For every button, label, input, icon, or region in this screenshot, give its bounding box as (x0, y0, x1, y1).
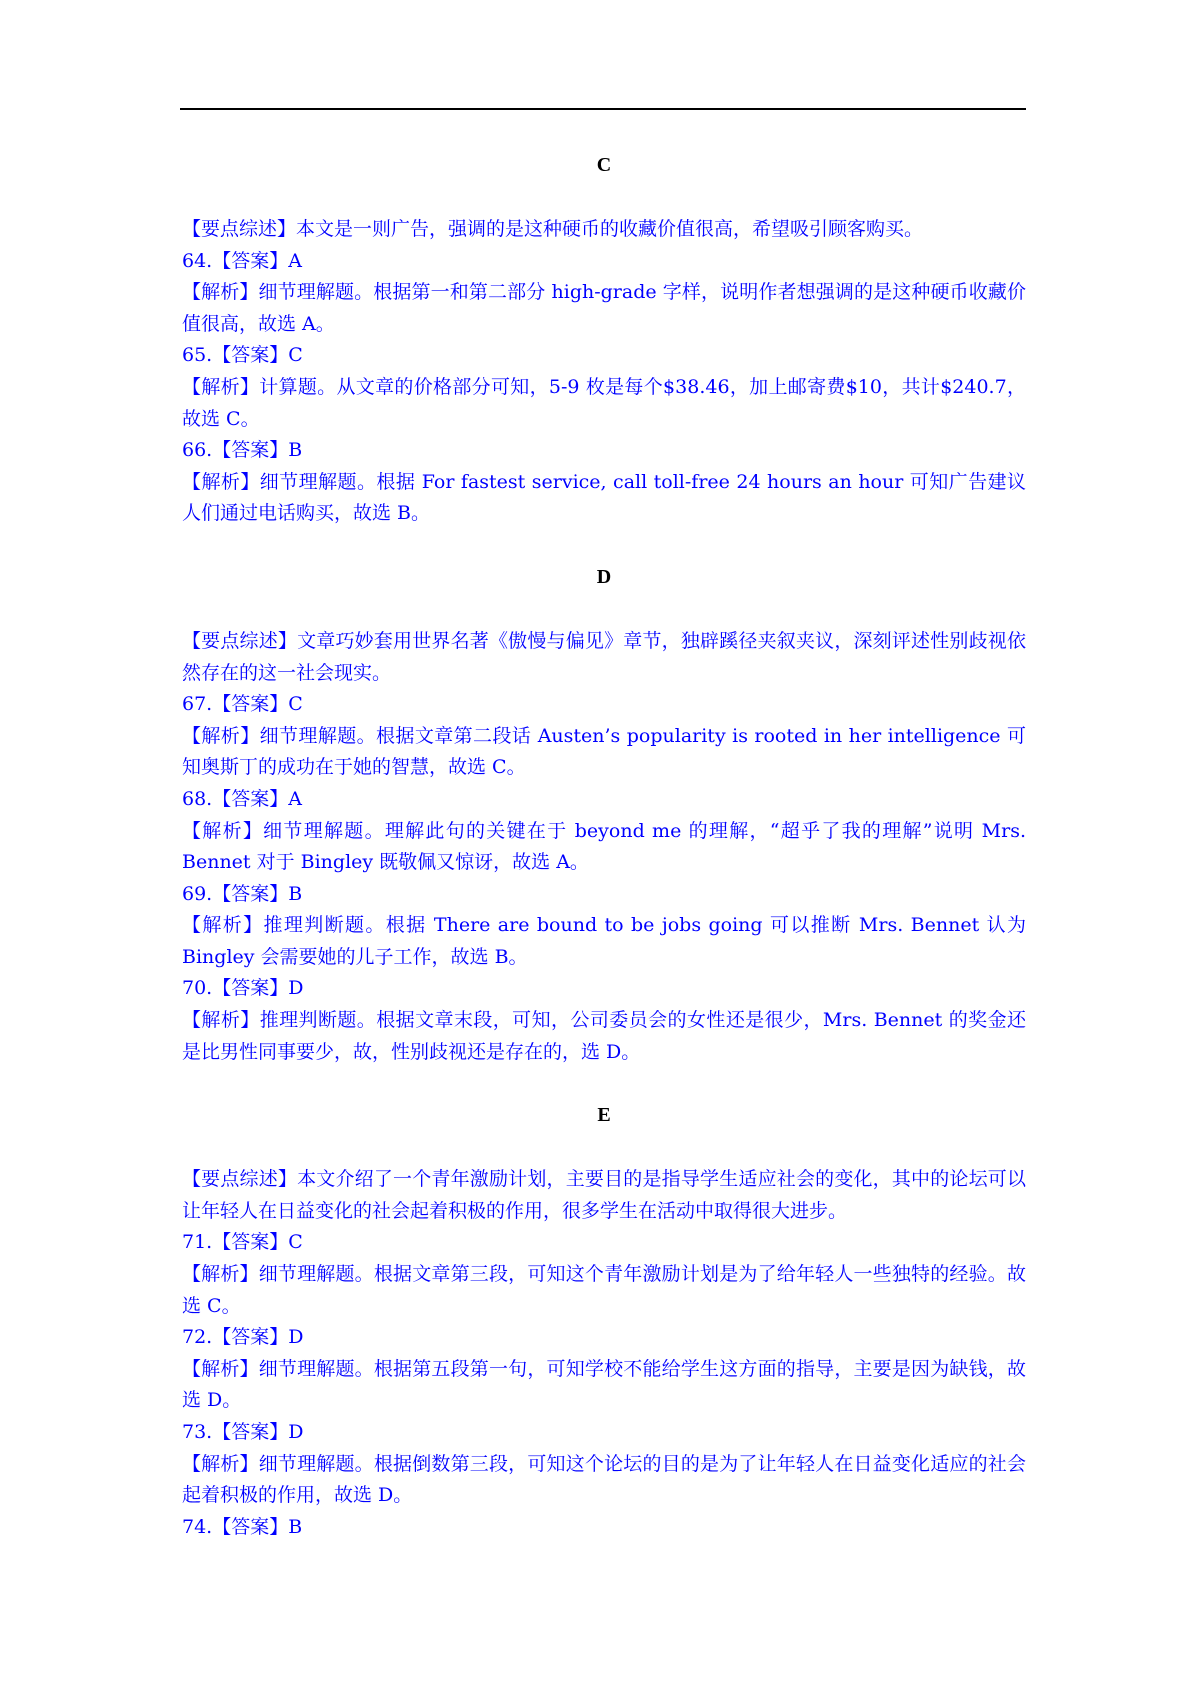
answer-line: 70.【答案】D (182, 977, 304, 1000)
answer-line: 64.【答案】A (182, 249, 302, 272)
analysis-text: 【解析】推理判断题。根据文章末段，可知，公司委员会的女性还是很少，Mrs. Bennet 的奖金还是比男性同事要少，故，性别歧视还是存在的，选 D。 (182, 1009, 1026, 1063)
section-d (182, 562, 1026, 1068)
section-heading: C (596, 154, 612, 176)
analysis-text: 【解析】细节理解题。根据第一和第二部分 high-grade 字样，说明作者想强调的是这种硬币收藏价值很高，故选 A。 (182, 281, 1026, 335)
section-e (182, 1100, 1026, 1543)
answer-line: 68.【答案】A (182, 787, 302, 810)
analysis-text: 【解析】细节理解题。根据倒数第三段，可知这个论坛的目的是为了让年轻人在日益变化适应的社会起着积极的作用，故选 D。 (182, 1452, 1026, 1507)
answer-key-content (182, 150, 1026, 1575)
section-summary: 【要点综述】本文是一则广告，强调的是这种硬币的收藏价值很高，希望吸引顾客购买。 (182, 218, 924, 240)
analysis-text: 【解析】计算题。从文章的价格部分可知，5-9 枚是每个$38.46，加上邮寄费$10，共计$240.7，故选 C。 (182, 375, 1026, 430)
section-summary: 【要点综述】本文介绍了一个青年激励计划，主要目的是指导学生适应社会的变化，其中的论坛可以让年轻人在日益变化的社会起着积极的作用，很多学生在活动中取得很大进步。 (182, 1168, 1026, 1222)
analysis-text: 【解析】细节理解题。根据文章第三段，可知这个青年激励计划是为了给年轻人一些独特的经验。故选 C。 (182, 1263, 1026, 1317)
analysis-text: 【解析】细节理解题。理解此句的关键在于 beyond me 的理解，“超乎了我的理解”说明 Mrs. Bennet 对于 Bingley 既敬佩又惊讶，故选 A。 (182, 819, 1026, 874)
analysis-text: 【解析】细节理解题。根据 For fastest service, call toll-free 24 hours an hour 可知广告建议人们通过电话购买，故选 B。 (182, 470, 1026, 525)
header-rule (180, 108, 1026, 110)
answer-line: 67.【答案】C (182, 693, 303, 716)
answer-line: 72.【答案】D (182, 1326, 304, 1349)
answer-line: 69.【答案】B (182, 882, 303, 905)
section-c (182, 150, 1026, 530)
analysis-text: 【解析】推理判断题。根据 There are bound to be jobs going 可以推断 Mrs. Bennet 认为 Bingley 会需要她的儿子工作，故选 B。 (182, 914, 1026, 968)
answer-line: 71.【答案】C (182, 1231, 303, 1254)
answer-line: 73.【答案】D (182, 1421, 304, 1443)
analysis-text: 【解析】细节理解题。根据第五段第一句，可知学校不能给学生这方面的指导，主要是因为缺钱，故选 D。 (182, 1357, 1026, 1412)
answer-line: 74.【答案】B (182, 1515, 303, 1538)
section-heading: D (596, 565, 612, 588)
section-heading: E (597, 1104, 611, 1127)
analysis-text: 【解析】细节理解题。根据文章第二段话 Austen’s popularity is rooted in her intelligence 可知奥斯丁的成功在于她的智慧，故选 C。 (182, 724, 1026, 779)
answer-line: 66.【答案】B (182, 439, 303, 462)
section-summary: 【要点综述】文章巧妙套用世界名著《傲慢与偏见》章节，独辟蹊径夹叙夹议，深刻评述性别歧视依然存在的这一社会现实。 (182, 629, 1026, 684)
answer-line: 65.【答案】C (182, 344, 303, 367)
